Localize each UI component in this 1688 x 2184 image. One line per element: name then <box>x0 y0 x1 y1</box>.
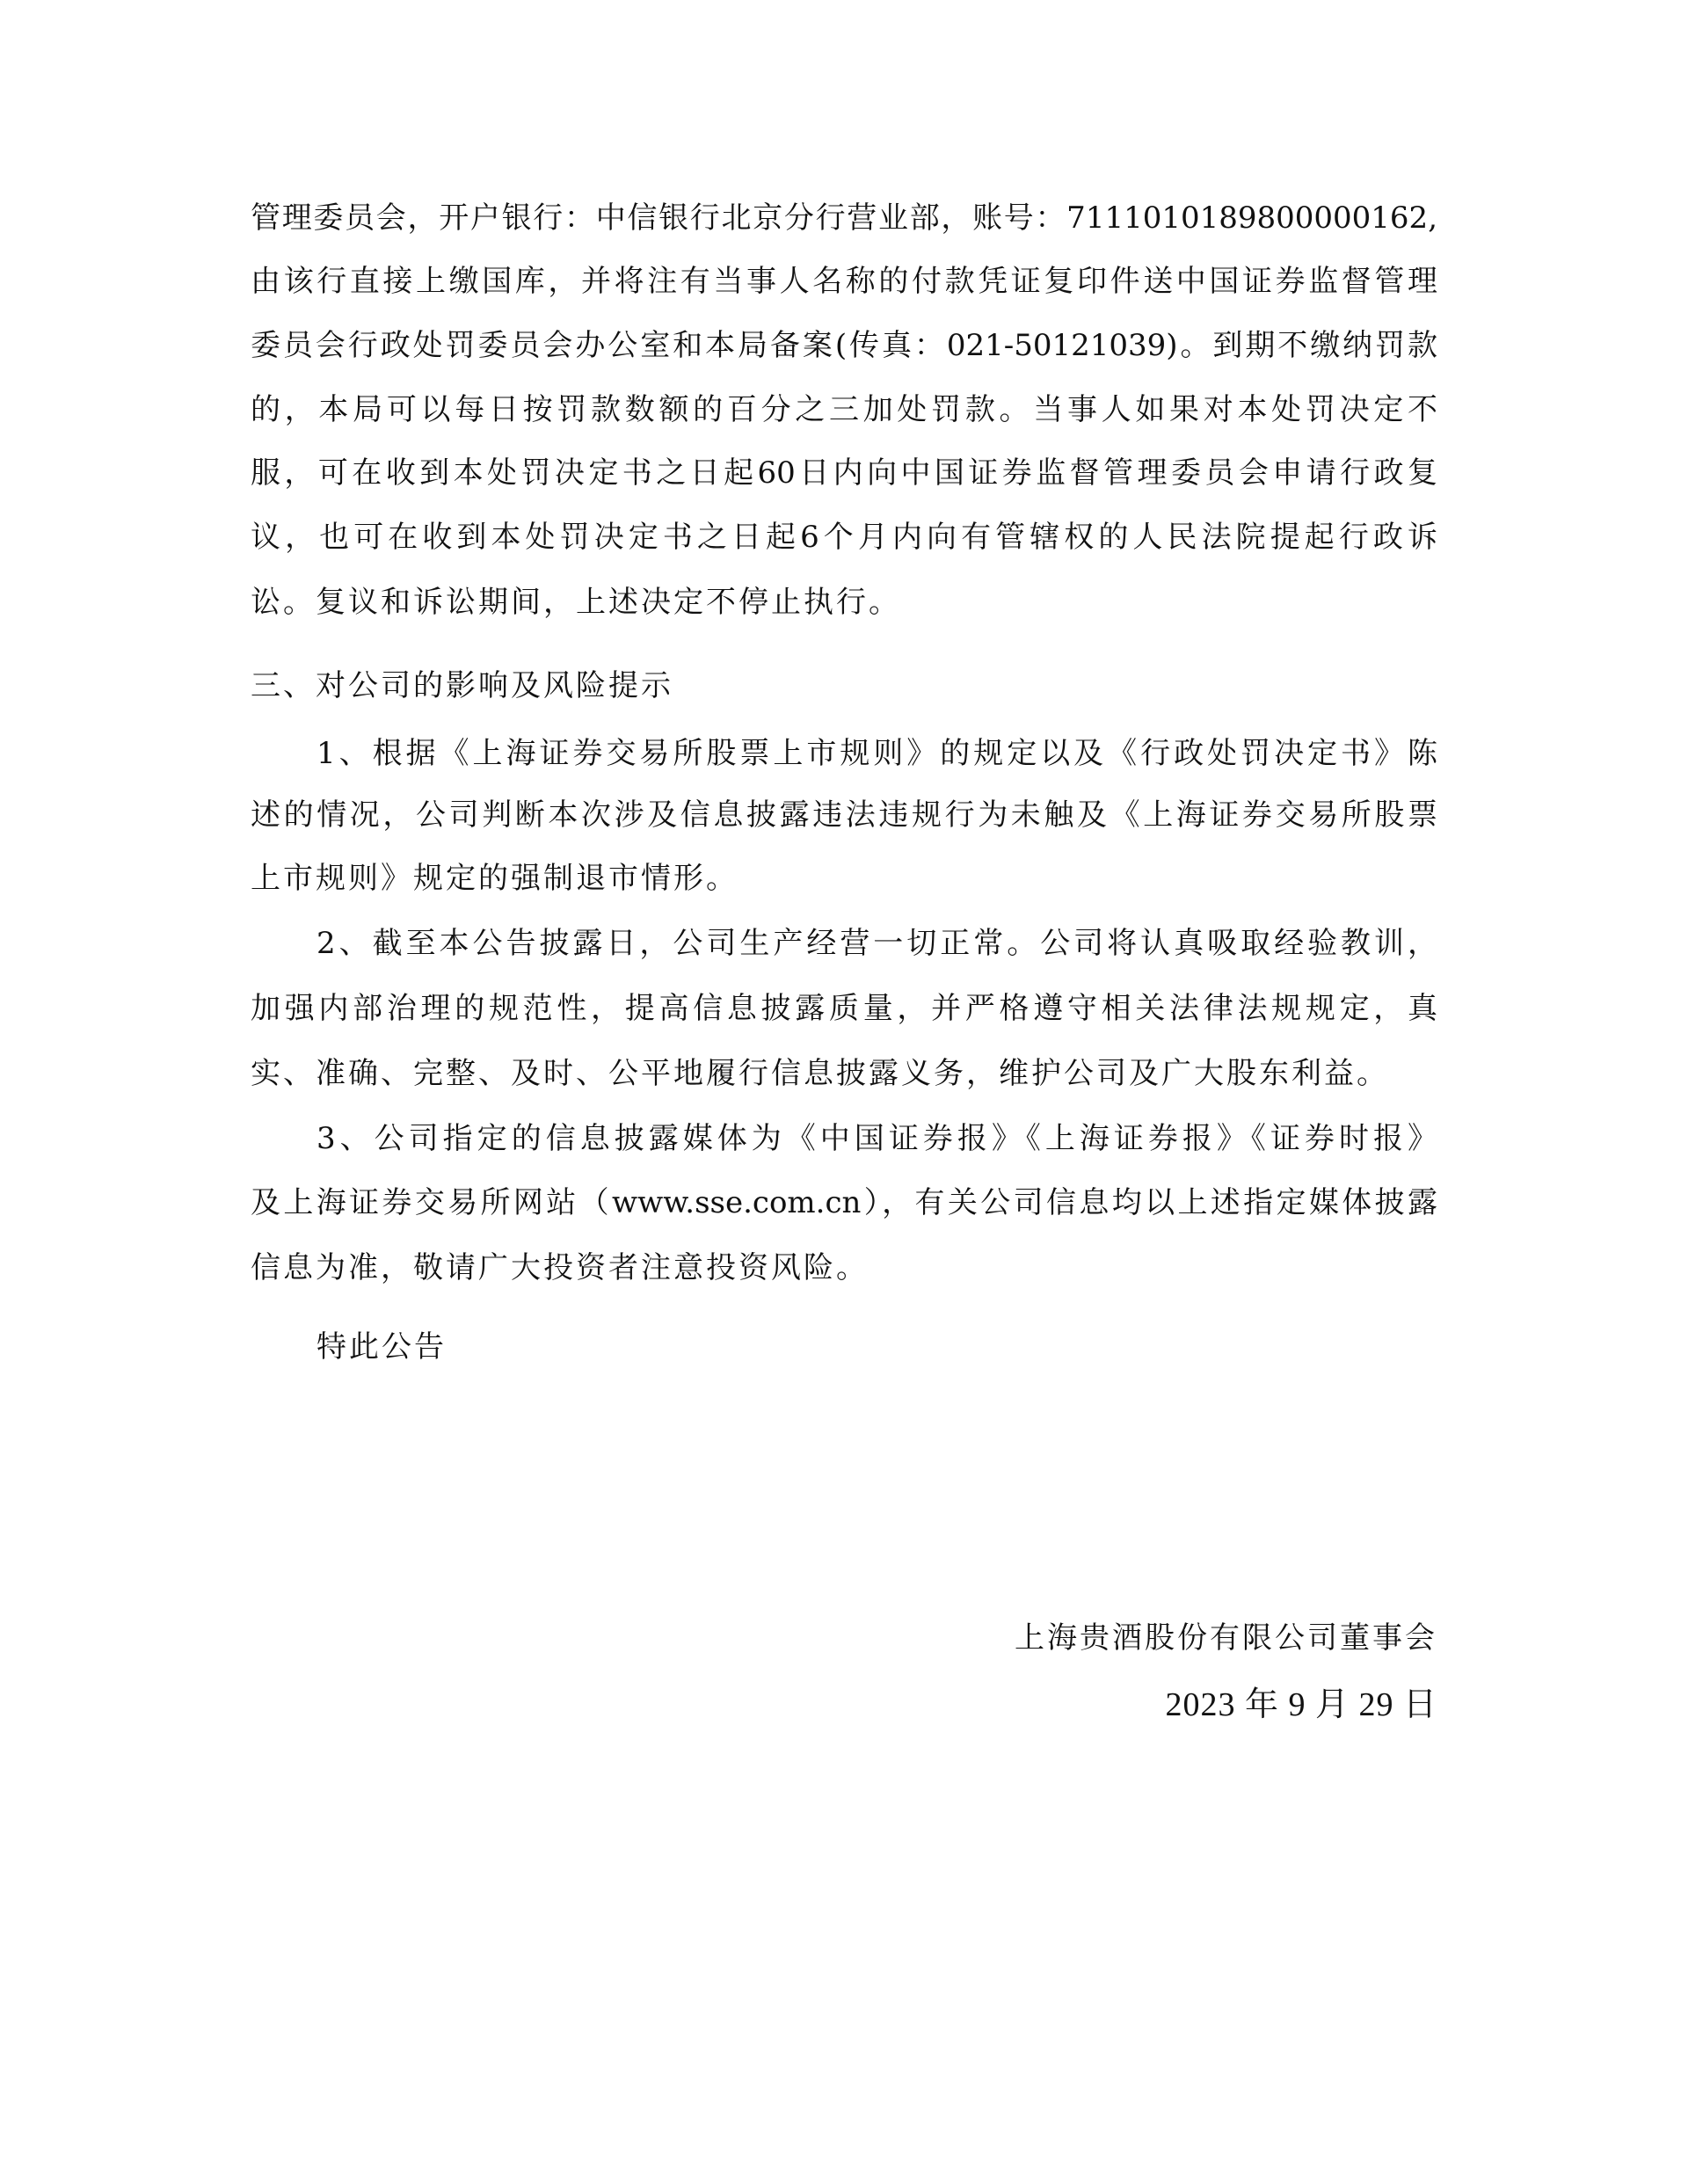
text-line: 讼。复议和诉讼期间，上述决定不停止执行。 <box>251 585 901 620</box>
text-line: 管理委员会，开户银行：中信银行北京分行营业部，账号：7111010189800000162, <box>251 200 1437 236</box>
text-line: 加强内部治理的规范性，提高信息披露质量，并严格遵守相关法律法规规定，真 <box>251 991 1437 1026</box>
text-line: 3、公司指定的信息披露媒体为《中国证券报》《上海证券报》《证券时报》 <box>316 1121 1437 1156</box>
text-line: 实、准确、完整、及时、公平地履行信息披露义务，维护公司及广大股东利益。 <box>251 1056 1389 1091</box>
text-line: 信息为准，敬请广大投资者注意投资风险。 <box>251 1250 869 1285</box>
text-line: 上市规则》规定的强制退市情形。 <box>251 861 738 896</box>
text-line: 议，也可在收到本处罚决定书之日起6个月内向有管辖权的人民法院提起行政诉 <box>251 520 1437 555</box>
section-heading: 三、对公司的影响及风险提示 <box>251 668 673 703</box>
signature-date: 2023 年 9 月 29 日 <box>1165 1686 1437 1723</box>
closing-text: 特此公告 <box>316 1329 447 1365</box>
text-line: 委员会行政处罚委员会办公室和本局备案(传真：021-50121039)。到期不缴纳罚款 <box>251 328 1437 363</box>
text-line: 1、根据《上海证券交易所股票上市规则》的规定以及《行政处罚决定书》陈 <box>316 736 1437 771</box>
text-line: 的，本局可以每日按罚款数额的百分之三加处罚款。当事人如果对本处罚决定不 <box>251 392 1437 427</box>
text-line: 由该行直接上缴国库，并将注有当事人名称的付款凭证复印件送中国证券监督管理 <box>251 264 1437 299</box>
text-line: 述的情况，公司判断本次涉及信息披露违法违规行为未触及《上海证券交易所股票 <box>251 797 1437 833</box>
text-line: 及上海证券交易所网站（www.sse.com.cn），有关公司信息均以上述指定媒体披露 <box>251 1185 1437 1220</box>
text-line: 2、截至本公告披露日，公司生产经营一切正常。公司将认真吸取经验教训， <box>316 926 1437 961</box>
text-line: 服，可在收到本处罚决定书之日起60日内向中国证券监督管理委员会申请行政复 <box>251 455 1437 491</box>
signature-organization: 上海贵酒股份有限公司董事会 <box>1015 1620 1437 1656</box>
